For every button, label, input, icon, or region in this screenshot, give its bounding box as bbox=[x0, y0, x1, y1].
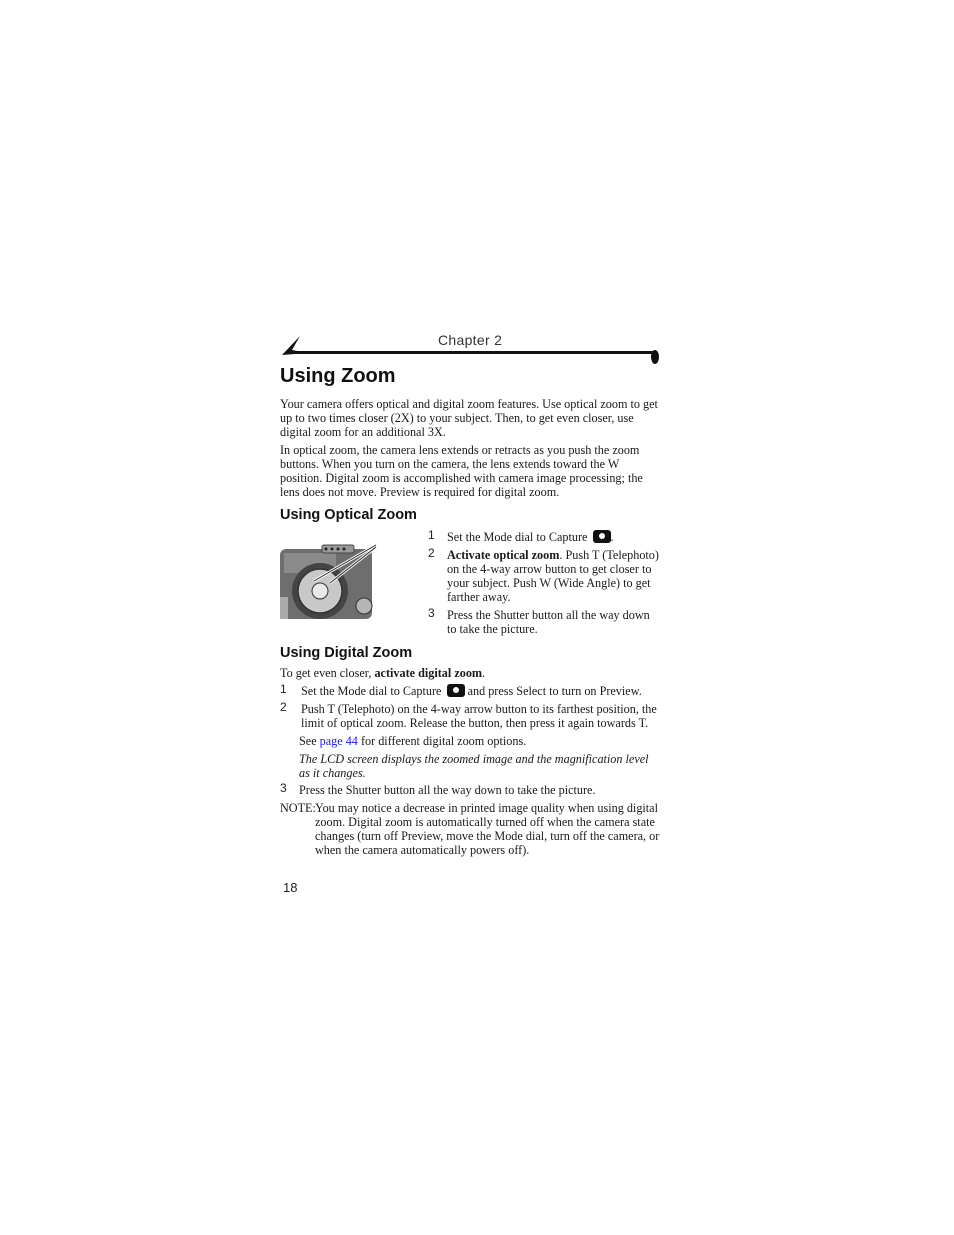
chapter-rule bbox=[296, 351, 656, 354]
digital-zoom-heading: Using Digital Zoom bbox=[280, 645, 413, 661]
rule-end-dot-icon bbox=[650, 349, 660, 365]
digital-step-1-number: 1 bbox=[280, 682, 287, 696]
digital-step-1-tail: and press Select to turn on Preview. bbox=[467, 684, 642, 698]
intro-paragraph-1: Your camera offers optical and digital zoom features. Use optical zoom to get up to two times closer (2X) to your subject. Then, to get even closer, use digital zoom for an additional 3X. bbox=[280, 397, 658, 439]
page-44-link[interactable]: page 44 bbox=[319, 734, 358, 748]
optical-step-2-text: . Push T (Telephoto) on the 4-way arrow button to get closer to your subject. Push W (Wide Angle) to get farther away. bbox=[447, 548, 659, 604]
camera-mode-icon bbox=[447, 684, 465, 697]
note-text: You may notice a decrease in printed image quality when using digital zoom. Digital zoom is automatically turned off when the camera state changes (turn off Preview, move the Mode dial, turn off the camera, or when the camera automatically powers off). bbox=[315, 801, 660, 857]
digital-step-3-number: 3 bbox=[280, 781, 287, 795]
optical-step-1-tail: . bbox=[610, 530, 614, 544]
optical-step-1-text: Set the Mode dial to Capture bbox=[447, 530, 588, 544]
page-title: Using Zoom bbox=[280, 365, 396, 387]
see-page-text: See bbox=[299, 734, 320, 748]
camera-zoom-illustration bbox=[280, 543, 380, 619]
chapter-label: Chapter 2 bbox=[438, 332, 503, 348]
optical-step-2-bold: Activate optical zoom bbox=[447, 548, 560, 562]
digital-step-2: Push T (Telephoto) on the 4-way arrow button to its farthest position, the limit of optical zoom. Release the button, then press it again towards T. bbox=[301, 702, 657, 730]
digital-step-3: Press the Shutter button all the way down to take the picture. bbox=[299, 783, 596, 797]
digital-lead-tail: . bbox=[482, 666, 486, 680]
digital-lead bbox=[280, 666, 660, 680]
optical-zoom-heading: Using Optical Zoom bbox=[280, 507, 417, 523]
see-page-tail: for different digital zoom options. bbox=[357, 734, 527, 748]
intro-paragraph-2: In optical zoom, the camera lens extends or retracts as you push the zoom buttons. When you turn on the camera, the lens extends toward the W position. Digital zoom is accomplished with camera image processing; the lens does not move. Preview is required for digital zoom. bbox=[280, 443, 643, 499]
lcd-zoom-note: The LCD screen displays the zoomed image and the magnification level as it changes. bbox=[299, 752, 649, 780]
digital-step-1-text: Set the Mode dial to Capture bbox=[301, 684, 442, 698]
optical-step-1 bbox=[447, 530, 662, 544]
optical-step-1-number: 1 bbox=[428, 528, 435, 542]
optical-step-3-number: 3 bbox=[428, 606, 435, 620]
digital-step-2-number: 2 bbox=[280, 700, 287, 714]
optical-step-3: Press the Shutter button all the way down to take the picture. bbox=[447, 608, 650, 636]
optical-step-2 bbox=[447, 548, 659, 604]
optical-step-2-number: 2 bbox=[428, 546, 435, 560]
digital-lead-text: To get even closer, bbox=[280, 666, 375, 680]
digital-step-1 bbox=[301, 684, 661, 698]
digital-lead-bold: activate digital zoom bbox=[374, 666, 483, 680]
see-page-line bbox=[299, 734, 661, 748]
camera-mode-icon bbox=[593, 530, 611, 543]
note-label: NOTE: bbox=[280, 801, 316, 815]
page-number: 18 bbox=[283, 880, 298, 895]
